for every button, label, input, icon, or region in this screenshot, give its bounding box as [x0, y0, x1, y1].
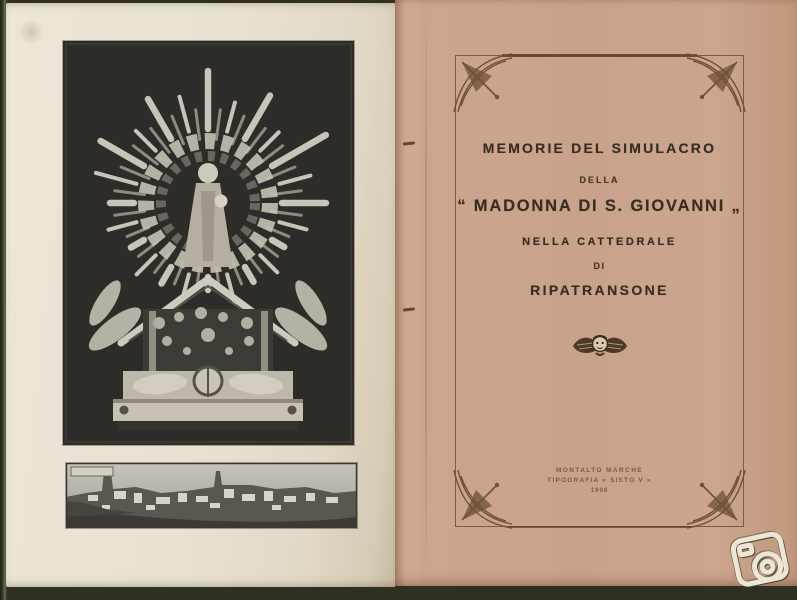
- title-line-main: MEMORIE DEL SIMULACRO: [482, 140, 717, 156]
- gutter-crease: [425, 0, 427, 586]
- title-line-ripatransone: RIPATRANSONE: [530, 282, 669, 298]
- winged-cherub-icon: [571, 332, 629, 360]
- left-page: [6, 3, 395, 587]
- binding-stitch: [403, 307, 415, 311]
- paper-smudge: [18, 19, 44, 45]
- madonna-statue-photo: [63, 41, 354, 445]
- title-line-di: DI: [593, 261, 606, 271]
- camera-watermark-icon: [725, 520, 797, 596]
- frame-corner-flourish-icon: [685, 52, 747, 114]
- title-line-della: DELLA: [579, 175, 620, 185]
- title-line-madonna: “ MADONNA DI S. GIOVANNI „: [457, 197, 742, 215]
- right-page-title-page: [395, 0, 797, 586]
- imprint-city: MONTALTO MARCHE: [555, 467, 644, 474]
- frame-corner-flourish-icon: [452, 52, 514, 114]
- title-line-cattedrale: NELLA CATTEDRALE: [522, 236, 677, 248]
- decorative-title-frame: [455, 55, 744, 527]
- frame-bottom-rule: [508, 526, 691, 528]
- imprint-printer: TIPOGRAFIA « SISTO V »: [547, 476, 652, 484]
- binding-stitch: [403, 141, 415, 145]
- imprint-block: [456, 466, 743, 497]
- panorama-illustration: [66, 463, 357, 528]
- frame-top-rule: [502, 54, 697, 57]
- statue-illustration: [63, 41, 354, 445]
- ripatransone-panorama-photo: [66, 463, 357, 528]
- imprint-year: 1906: [590, 488, 609, 494]
